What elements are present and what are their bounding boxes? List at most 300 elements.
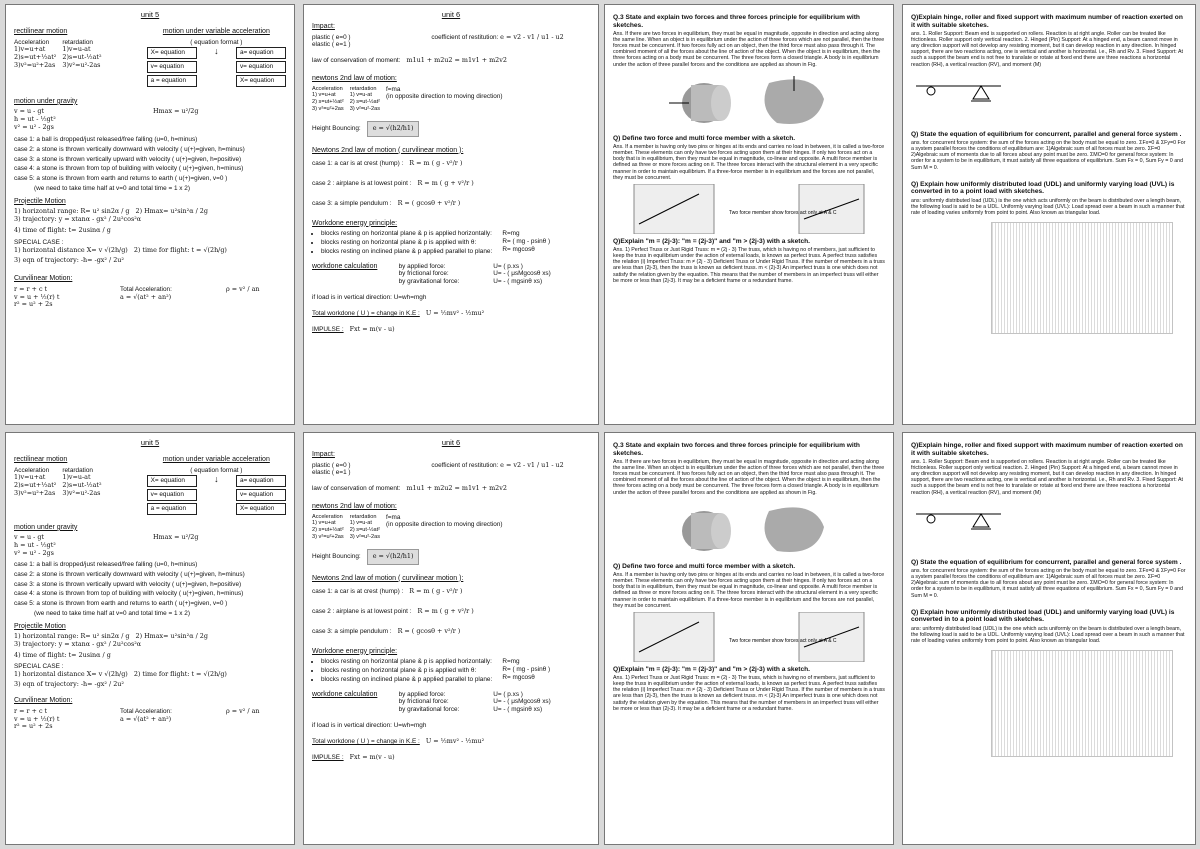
list-item: by gravitational force: bbox=[398, 706, 460, 714]
note: (in opposite direction to moving direction) bbox=[386, 521, 503, 529]
equation: v² = u² - 2gs bbox=[14, 123, 54, 132]
fma-block bbox=[386, 86, 503, 113]
impact-type: plastic ( e=0 ) bbox=[312, 33, 351, 41]
curvilinear-row bbox=[14, 286, 286, 309]
equation: 2)s=ut-½at² bbox=[62, 53, 102, 62]
equation: a = √(at² + an²) bbox=[120, 714, 172, 723]
restitution bbox=[431, 462, 590, 478]
restitution bbox=[431, 34, 590, 50]
col-heading: retardation bbox=[62, 38, 93, 46]
newton-ret-col bbox=[350, 86, 380, 113]
equation: r² = u² + 2s bbox=[14, 300, 53, 309]
question: Q.3 State and explain two forces and three forces principle for equilibrium with sketches. bbox=[613, 14, 860, 29]
conservation-label: law of conservation of moment: bbox=[312, 57, 401, 65]
gravity-cases bbox=[14, 561, 286, 618]
bounce-row bbox=[312, 121, 590, 137]
question: Q) Define two force and multi force member with a sketch. bbox=[613, 562, 796, 570]
section-heading: motion under gravity bbox=[14, 97, 78, 105]
load-note: if load is in vertical direction: U=wh=mgh bbox=[312, 294, 427, 302]
equation: R = m ( g - v²/r ) bbox=[409, 159, 463, 168]
hmax-equation: Hmax = u²/2g bbox=[153, 533, 199, 542]
question: Q.3 State and explain two forces and three forces principle for equilibrium with sketches. bbox=[613, 442, 860, 457]
impact-types bbox=[312, 34, 425, 50]
equation: 1)v=u-at bbox=[62, 45, 91, 54]
case-line: (we need to take time half at v=0 and total time = 1 x 2) bbox=[34, 609, 190, 617]
conservation-label: law of conservation of moment: bbox=[312, 485, 401, 493]
case-row bbox=[312, 628, 590, 636]
case-label: case 3: a simple pendulum : bbox=[312, 627, 392, 635]
equation: R= mgcosθ bbox=[502, 673, 535, 681]
load-note: if load is in vertical direction: U=wh=mgh bbox=[312, 722, 427, 730]
retardation-col bbox=[62, 39, 101, 70]
equation-box: a= equation bbox=[236, 475, 286, 487]
case-line: case 3: a stone is thrown vertically upward with velocity ( u(+)=given, h=positive) bbox=[14, 580, 242, 588]
figure-caption: Two force member show forces act only at A & C bbox=[729, 637, 837, 644]
curv-eqs bbox=[14, 286, 114, 309]
equation: v = u + ½(r) t bbox=[14, 714, 60, 723]
equation: h = ut - ½gt² bbox=[14, 541, 56, 550]
var-left-col bbox=[147, 474, 197, 515]
equation: e = √(h2/h1) bbox=[367, 549, 420, 565]
equation: m1u1 + m2u2 = m1v1 + m2v2 bbox=[406, 484, 507, 493]
newton-acc-col bbox=[312, 86, 344, 113]
case-line: (we need to take time half at v=0 and total time = 1 x 2) bbox=[34, 184, 190, 192]
equation: 3) trajectory: y = xtanα - gx² / 2u²cos²α bbox=[14, 215, 142, 224]
total-label: Total workdone ( U ) = change in K.E : bbox=[312, 309, 420, 317]
section-heading: Projectile Motion bbox=[14, 622, 66, 630]
equation: 1) horizontal range: R= u² sin2α / g bbox=[14, 632, 130, 641]
section-heading: Newtons 2nd law of motion ( curvilinear motion ): bbox=[312, 146, 464, 154]
equation: U= - ( μsMgcosθ xs) bbox=[493, 270, 551, 278]
case-row bbox=[312, 608, 590, 616]
total-acc-label: Total Acceleration: bbox=[120, 707, 172, 715]
var-left-col bbox=[147, 46, 197, 87]
equation: r² = u² + 2s bbox=[14, 722, 53, 731]
acceleration-col bbox=[14, 39, 56, 70]
impact-types bbox=[312, 462, 425, 478]
answer: ans. for concurrent force system: the sum of the forces acting on the body must be equal to zero. ΣFx=0 & ΣFy=0 For a system parallel forces the conditions of equilibrium are: 1)Algebraic sum of all forces must be zero. ΣF=0 2)Algebraic sum of moments due to all forces about any point must be zero. ΣMO=0 for general force system: In order for a system to be in equilibrium, it must satisfy all three equations of equilibrium. Sum Fx = 0, Sum Fy = 0 and Sum M = 0. bbox=[911, 140, 1186, 171]
list-item: • blocks resting on horizontal plane & p is applied horizontally: bbox=[321, 658, 496, 666]
total-acc bbox=[120, 708, 220, 731]
equation-box: v= equation bbox=[236, 61, 286, 73]
equation: U = ½mv² - ½mu² bbox=[425, 736, 485, 745]
section-heading: Curvilinear Motion: bbox=[14, 275, 73, 283]
equation: R=mg bbox=[502, 658, 520, 666]
special-case-heading: SPECIAL CASE : bbox=[14, 662, 64, 670]
impulse-row bbox=[312, 754, 590, 762]
case-line: case 5: a stone is thrown from earth and returns to earth ( u(+)=given, v=0 ) bbox=[14, 175, 228, 183]
equation: h = ut - ½gt² bbox=[14, 115, 56, 124]
col-heading: retardation bbox=[349, 513, 377, 520]
impact-type: elastic ( e=1 ) bbox=[312, 469, 351, 477]
case-label: case 1: a car is at crest (hump) : bbox=[312, 160, 404, 168]
bounce-label: Height Bouncing: bbox=[312, 124, 361, 132]
hmax-equation: Hmax = u²/2g bbox=[153, 107, 199, 116]
gravity-eqs bbox=[14, 534, 147, 557]
equation: f=ma bbox=[386, 513, 401, 521]
supports-page-top bbox=[902, 4, 1196, 425]
equation-box: v= equation bbox=[147, 489, 197, 501]
unit6-page-top bbox=[303, 4, 599, 425]
col-heading: Acceleration bbox=[312, 513, 343, 520]
equation: 2)s=ut+½at² bbox=[14, 53, 57, 62]
equation: 1) v=u-at bbox=[349, 520, 372, 527]
case-line: case 1: a ball is dropped/just released/free falling (u=0, h=minus) bbox=[14, 560, 198, 568]
equation: r = r + c t bbox=[14, 284, 48, 293]
equation: r = r + c t bbox=[14, 706, 48, 715]
equation: e = v2 - v1 / u1 - u2 bbox=[500, 460, 564, 469]
var-right-col bbox=[236, 474, 286, 515]
rectilinear-block bbox=[14, 23, 141, 88]
equation: 1) horizontal distance X= v √(2h/g) bbox=[14, 245, 128, 254]
page-title: unit 5 bbox=[140, 438, 160, 447]
equation: U= - ( mgsinθ xs) bbox=[493, 278, 543, 286]
var-boxes bbox=[147, 474, 286, 515]
equation: 1)v=u+at bbox=[14, 45, 46, 54]
newton-acc-col bbox=[312, 514, 344, 541]
udl-uvl-sketch bbox=[991, 650, 1173, 757]
supports-sketch bbox=[911, 71, 1031, 111]
list-item: • blocks resting on inclined plane & p applied parallel to plane: bbox=[321, 248, 496, 256]
question: Q) Explain how uniformly distributed load (UDL) and uniformly varying load (UVL) is converted in to a point load with sketches. bbox=[911, 180, 1175, 196]
case-line: case 4: a stone is thrown from top of building with velocity ( u(+)=given, h=minus) bbox=[14, 590, 244, 598]
col-heading: Acceleration bbox=[14, 466, 50, 474]
equation: 1) horizontal distance X= v √(2h/g) bbox=[14, 669, 128, 678]
special-row bbox=[14, 247, 286, 255]
we-results bbox=[502, 658, 590, 684]
wc-results bbox=[493, 263, 590, 286]
supports-page-bottom bbox=[902, 432, 1196, 845]
equation: 2)s=ut-½at² bbox=[62, 481, 102, 490]
answer: Ans. If a member is having only two pins or hinges at its ends and carries no load in between, it is called a two-force member. These elements can only have two forces acting upon them at their hinges. If only two forces act on a body that is in equilibrium, then they must be equal in magnitude, co-linear and opposite. A multi force member is defined as three or more forces acting on it. The three forces interact with the structural element in a very specific manner in order to maintain equilibrium. If a three-force member is in equilibrium and the forces are not parallel, they must be concurrent. bbox=[613, 144, 885, 181]
down-arrow-icon: ↓ bbox=[214, 46, 219, 57]
section-heading: motion under gravity bbox=[14, 523, 78, 531]
equation: 3) v²=u²-2as bbox=[349, 106, 381, 113]
var-boxes bbox=[147, 46, 286, 87]
special-case-heading: SPECIAL CASE : bbox=[14, 238, 64, 246]
equation: v² = u² - 2gs bbox=[14, 549, 54, 558]
question: Q) Define two force and multi force member with a sketch. bbox=[613, 134, 796, 142]
equation: U= ( p.xs ) bbox=[493, 690, 523, 698]
two-force-member-sketch bbox=[629, 612, 869, 662]
total-row bbox=[312, 738, 590, 746]
impulse-label: IMPULSE : bbox=[312, 325, 344, 333]
section-heading: Impact: bbox=[312, 23, 335, 31]
unit5-page-top bbox=[5, 4, 295, 425]
equation: 3)v²=u²+2as bbox=[14, 61, 56, 70]
col-heading: retardation bbox=[349, 85, 377, 92]
equation: U= - ( μsMgcosθ xs) bbox=[493, 698, 551, 706]
col-heading: Acceleration bbox=[312, 85, 343, 92]
answer: ans: uniformly distributed load (UDL) is the one which acts uniformly on the beam is distributed over a length beam, the following load is said to be a UDL. Uniformly varying load (UVL): Load spread over a beam in such a manner that rate of loading varies uniformly from point to point. Also known as triangular load. bbox=[911, 625, 1185, 644]
we-results bbox=[502, 230, 590, 256]
wc-items bbox=[399, 691, 488, 714]
case-line: case 2: a stone is thrown vertically downward with velocity ( u(+)=given, h=minus) bbox=[14, 570, 245, 578]
equation: 1)v=u+at bbox=[14, 473, 46, 482]
equation: 3)v²=u²+2as bbox=[14, 489, 56, 498]
equation-box: X= equation bbox=[147, 475, 197, 487]
figure-caption: Two force member show forces act only at A & C bbox=[729, 209, 837, 216]
equation: 1) v=u+at bbox=[312, 92, 336, 99]
curvilinear-row bbox=[14, 708, 286, 731]
equation: 2) Hmax= u²sin²α / 2g bbox=[135, 207, 208, 216]
equation: 2) s=ut-½at² bbox=[349, 527, 381, 534]
equation: 4) time of flight: t= 2usinα / g bbox=[14, 225, 111, 234]
equation: a = √(at² + an²) bbox=[120, 292, 172, 301]
acc-ret-row bbox=[14, 39, 141, 70]
we-list bbox=[312, 658, 496, 684]
question: Q) State the equation of equilibrium for concurrent, parallel and general force system . bbox=[911, 558, 1182, 566]
subheading: ( equation format ) bbox=[190, 466, 243, 474]
bounce-row bbox=[312, 549, 590, 565]
equation: ρ = v² / an bbox=[226, 284, 260, 293]
page-title: unit 5 bbox=[140, 10, 160, 19]
wc-results bbox=[493, 691, 590, 714]
list-item: by applied force: bbox=[398, 690, 446, 698]
section-heading: Impact: bbox=[312, 451, 335, 459]
case-label: case 2 : airplane is at lowest point : bbox=[312, 608, 412, 616]
retardation-col bbox=[62, 467, 101, 498]
down-arrow-icon: ↓ bbox=[214, 474, 219, 485]
equation: v = u + ½(r) t bbox=[14, 292, 60, 301]
section-heading: motion under variable acceleration bbox=[162, 28, 270, 36]
case-row bbox=[312, 200, 590, 208]
restitution-label: coefficient of restitution: bbox=[431, 461, 499, 469]
equation: R= ( mg - psinθ ) bbox=[502, 238, 551, 246]
answer: Ans. 1) Perfect Truss or Just Rigid Truss: m = (2j - 3) The truss, which is having no of members, just sufficient to keep the truss in equilibrium under the action of external loads, is known as perfect truss. A perfect truss satisfies the relation (i) Imperfect Truss: m ≠ (2j - 3) Deficient Truss or Under Rigid Truss. If the number of members in a truss are less than (2j-3), then the truss is known as deficient truss. m < (2j-3) An imperfect truss is one which does not satisfy the relation given by the equation. This means that the number of members in an imperfect truss will either be more or less than (2j-3). It may be a deficient frame or a redundant frame. bbox=[613, 247, 885, 284]
section-heading: Curvilinear Motion: bbox=[14, 697, 73, 705]
we-row bbox=[312, 658, 590, 684]
we-row bbox=[312, 230, 590, 256]
page-title: unit 6 bbox=[441, 10, 461, 19]
equation: v = u - gt bbox=[14, 107, 45, 116]
case-row bbox=[312, 160, 590, 168]
gravity-eqs bbox=[14, 108, 147, 131]
equation: R = m ( g + v²/r ) bbox=[417, 607, 474, 616]
equation: 1)v=u-at bbox=[62, 473, 91, 482]
list-item: by frictional force: bbox=[398, 698, 449, 706]
equation: 3) v²=u²+2as bbox=[312, 106, 344, 113]
unit5-page-bottom bbox=[5, 432, 295, 845]
acceleration-col bbox=[14, 467, 56, 498]
variable-acc-block bbox=[147, 451, 286, 516]
section-heading: Workdone energy principle: bbox=[312, 647, 398, 655]
equation-box: a= equation bbox=[236, 47, 286, 59]
unit6-page-bottom bbox=[303, 432, 599, 845]
impact-row bbox=[312, 462, 590, 478]
equation: R = m ( g + v²/r ) bbox=[417, 179, 474, 188]
list-item: by frictional force: bbox=[398, 270, 449, 278]
impact-type: plastic ( e=0 ) bbox=[312, 461, 351, 469]
answer: ans. 1. Roller Support: Beam end is supported on rollers. Reaction is at right angle. Roller can be treated like frictionless. Roller support only vertical reaction. 2. Hinged (Pin) Support: At a hinged end, a beam cannot move in any direction support will not develop any resisting moment, but it can develop reaction in any direction. In hinged support, there are two reactions acting, one is vertical and another is horizontal. i.e., Rh and Rv. 3. Fixed Support: At such a support the beam end is not free to translate or rotate at fixed end there are three reactions a horizontal reaction (RH), a vertical reaction (RV), and moment (M) bbox=[911, 31, 1183, 68]
equation: 3)v²=u²-2as bbox=[62, 61, 101, 70]
variable-acc-block bbox=[147, 23, 286, 88]
total-row bbox=[312, 310, 590, 318]
equilibrium-sketch bbox=[649, 71, 849, 131]
equation: 1) v=u+at bbox=[312, 520, 336, 527]
case-row bbox=[312, 588, 590, 596]
equation: m1u1 + m2u2 = m1v1 + m2v2 bbox=[406, 56, 507, 65]
gravity-row bbox=[14, 534, 286, 557]
equation: Fxt = m(v - u) bbox=[349, 752, 395, 761]
wc-row bbox=[312, 691, 590, 714]
we-list bbox=[312, 230, 496, 256]
equation: v = u - gt bbox=[14, 533, 45, 542]
case-label: case 2 : airplane is at lowest point : bbox=[312, 180, 412, 188]
list-item: • blocks resting on horizontal plane & p is applied with θ: bbox=[321, 239, 496, 247]
equation: R= ( mg - psinθ ) bbox=[502, 666, 551, 674]
case-line: case 4: a stone is thrown from top of building with velocity ( u(+)=given, h=minus) bbox=[14, 165, 244, 173]
wc-row bbox=[312, 263, 590, 286]
impulse-label: IMPULSE : bbox=[312, 753, 344, 761]
equilibrium-page-bottom bbox=[604, 432, 894, 845]
equation: 2) s=ut-½at² bbox=[349, 99, 381, 106]
gravity-row bbox=[14, 108, 286, 131]
special-row bbox=[14, 671, 286, 679]
var-right-col bbox=[236, 46, 286, 87]
acc-ret-row bbox=[14, 467, 141, 498]
equation: R = ( gcosθ + v²/r ) bbox=[397, 626, 461, 635]
newton-row bbox=[312, 514, 590, 541]
wc-items bbox=[399, 263, 488, 286]
answer: ans. for concurrent force system: the sum of the forces acting on the body must be equal to zero. ΣFx=0 & ΣFy=0 For a system parallel forces the conditions of equilibrium are: 1)Algebraic sum of all forces must be zero. ΣF=0 2)Algebraic sum of moments due to all forces about any point must be zero. ΣMO=0 for general force system: In order for a system to be in equilibrium, it must satisfy all three equations of equilibrium. Sum Fx = 0, Sum Fy = 0 and Sum M = 0. bbox=[911, 568, 1186, 599]
equation: R = ( gcosθ + v²/r ) bbox=[397, 198, 461, 207]
case-line: case 5: a stone is thrown from earth and returns to earth ( u(+)=given, v=0 ) bbox=[14, 600, 228, 608]
section-heading: Workdone energy principle: bbox=[312, 219, 398, 227]
section-heading: motion under variable acceleration bbox=[162, 456, 270, 464]
equation: R= mgcosθ bbox=[502, 245, 535, 253]
equation: 3) eqn of trajectory: -h= -gx² / 2u² bbox=[14, 256, 124, 265]
equation: e = √(h2/h1) bbox=[367, 121, 420, 137]
total-label: Total workdone ( U ) = change in K.E : bbox=[312, 737, 420, 745]
equation: U = ½mv² - ½mu² bbox=[425, 308, 485, 317]
answer: Ans. If there are two forces in equilibrium, they must be equal in magnitude, opposite in direction and acting along the same line. When an object is in equilibrium under the action of three forces which are not parallel, then the three forces must be concurrent. If two forces fully act on an object, then the third force must also pass through it. The combined moment of all the forces about the line of action of the object. When the object is in equilibrium, then the three forces acting on a body must be concurrent. The three forces form a closed triangle. A body is in equilibrium under the action of three parallel forces and the conditions are applied as shown in Fig. bbox=[613, 459, 885, 496]
question: Q)Explain "m = (2j-3): "m = (2j-3)" and "m > (2j-3) with a sketch. bbox=[613, 237, 810, 245]
supports-sketch bbox=[911, 499, 1031, 539]
page-title: unit 6 bbox=[441, 438, 461, 447]
fma-block bbox=[386, 514, 503, 541]
total-acc-label: Total Acceleration: bbox=[120, 285, 172, 293]
equation: 2) Hmax= u²sin²α / 2g bbox=[135, 632, 208, 641]
restitution-label: coefficient of restitution: bbox=[431, 33, 499, 41]
answer: Ans. If there are two forces in equilibrium, they must be equal in magnitude, opposite in direction and acting along the same line. When an object is in equilibrium under the action of three forces which are not parallel, then the three forces must be concurrent. If two forces fully act on an object, then the third force must also pass through it. The combined moment of all the forces about the line of action of the object. When the object is in equilibrium, then the three forces acting on a body must be concurrent. The three forces form a closed triangle. A body is in equilibrium under the action of three parallel forces and the conditions are applied as shown in Fig. bbox=[613, 31, 885, 68]
total-acc bbox=[120, 286, 220, 309]
equation: 3) eqn of trajectory: -h= -gx² / 2u² bbox=[14, 680, 124, 689]
equation: 2) s=ut+½at² bbox=[312, 99, 344, 106]
section-heading: newtons 2nd law of motion: bbox=[312, 503, 397, 511]
question: Q)Explain hinge, roller and fixed support with maximum number of reaction exerted on it with suitable sketches. bbox=[911, 442, 1183, 457]
curv-eqs bbox=[14, 708, 114, 731]
motion-section bbox=[14, 23, 286, 88]
section-heading: newtons 2nd law of motion: bbox=[312, 75, 397, 83]
equation-box: X= equation bbox=[236, 75, 286, 87]
conservation-row bbox=[312, 485, 590, 493]
case-label: case 1: a car is at crest (hump) : bbox=[312, 588, 404, 596]
gravity-cases bbox=[14, 136, 286, 193]
case-line: case 3: a stone is thrown vertically upward with velocity ( u(+)=given, h=positive) bbox=[14, 155, 242, 163]
impulse-row bbox=[312, 326, 590, 334]
list-item: by gravitational force: bbox=[398, 278, 460, 286]
subheading: ( equation format ) bbox=[190, 38, 243, 46]
equilibrium-page-top bbox=[604, 4, 894, 425]
equation-box: a = equation bbox=[147, 503, 197, 515]
equation-box: a = equation bbox=[147, 75, 197, 87]
equation: 2) time for flight: t = √(2h/g) bbox=[133, 245, 227, 254]
equation-box: v= equation bbox=[147, 61, 197, 73]
equation: 3) v²=u²+2as bbox=[312, 534, 344, 541]
section-heading: workdone calculation bbox=[312, 262, 378, 270]
newton-row bbox=[312, 86, 590, 113]
equation: f=ma bbox=[386, 85, 401, 93]
answer: ans. 1. Roller Support: Beam end is supported on rollers. Reaction is at right angle. Roller can be treated like frictionless. Roller support only vertical reaction. 2. Hinged (Pin) Support: At a hinged end, a beam cannot move in any direction support will not develop any resisting moment, but it can develop reaction in any direction. In hinged support, there are two reactions acting, one is vertical and another is horizontal. i.e., Rh and Rv. 3. Fixed Support: At such a support the beam end is not free to translate or rotate at fixed end there are three reactions a horizontal reaction (RH), a vertical reaction (RV), and moment (M) bbox=[911, 459, 1183, 496]
equation: 1) v=u-at bbox=[349, 92, 372, 99]
section-heading: rectilinear motion bbox=[14, 456, 68, 464]
equation: 2) s=ut+½at² bbox=[312, 527, 344, 534]
question: Q) State the equation of equilibrium for concurrent, parallel and general force system . bbox=[911, 130, 1182, 138]
question: Q) Explain how uniformly distributed load (UDL) and uniformly varying load (UVL) is converted in to a point load with sketches. bbox=[911, 608, 1175, 624]
col-heading: Acceleration bbox=[14, 38, 50, 46]
list-item: • blocks resting on horizontal plane & p is applied with θ: bbox=[321, 667, 496, 675]
answer: ans: uniformly distributed load (UDL) is the one which acts uniformly on the beam is distributed over a length beam, the following load is said to be a UDL. Uniformly varying load (UVL): Load spread over a beam in such a manner that rate of loading varies uniformly from point to point. Also known as triangular load. bbox=[911, 197, 1185, 216]
equation-box: v= equation bbox=[236, 489, 286, 501]
section-heading: rectilinear motion bbox=[14, 28, 68, 36]
equation: ρ = v² / an bbox=[226, 706, 260, 715]
answer: Ans. 1) Perfect Truss or Just Rigid Truss: m = (2j - 3) The truss, which is having no of members, just sufficient to keep the truss in equilibrium under the action of external loads, is known as perfect truss. A perfect truss satisfies the relation (i) Imperfect Truss: m ≠ (2j - 3) Deficient Truss or Under Rigid Truss. If the number of members in a truss are less than (2j-3), then the truss is known as deficient truss. m < (2j-3) An imperfect truss is one which does not satisfy the relation given by the equation. This means that the number of members in an imperfect truss will either be more or less than (2j-3). It may be a deficient frame or a redundant frame. bbox=[613, 675, 885, 712]
udl-uvl-sketch bbox=[991, 222, 1173, 334]
two-force-member-sketch bbox=[629, 184, 869, 234]
newton-ret-col bbox=[350, 514, 380, 541]
rectilinear-block bbox=[14, 451, 141, 516]
equation: 2) time for flight: t = √(2h/g) bbox=[133, 669, 227, 678]
equation: Fxt = m(v - u) bbox=[349, 324, 395, 333]
section-heading: Projectile Motion bbox=[14, 197, 66, 205]
answer: Ans. If a member is having only two pins or hinges at its ends and carries no load in between, it is called a two-force member. These elements can only have two forces acting upon them at their hinges. If only two forces act on a body that is in equilibrium, then they must be equal in magnitude, co-linear and opposite. A multi force member is defined as three or more forces acting on it. The three forces interact with the structural element in a very specific manner in order to maintain equilibrium. If a three-force member is in equilibrium and the forces are not parallel, they must be concurrent. bbox=[613, 572, 885, 609]
equation: 2)s=ut+½at² bbox=[14, 481, 57, 490]
case-row bbox=[312, 180, 590, 188]
impact-row bbox=[312, 34, 590, 50]
note: (in opposite direction to moving direction) bbox=[386, 93, 503, 101]
motion-section bbox=[14, 451, 286, 516]
col-heading: retardation bbox=[62, 466, 93, 474]
case-line: case 1: a ball is dropped/just released/free falling (u=0, h=minus) bbox=[14, 135, 198, 143]
equation: 3)v²=u²-2as bbox=[62, 489, 101, 498]
equation: 1) horizontal range: R= u² sin2α / g bbox=[14, 207, 130, 216]
equation: R = m ( g - v²/r ) bbox=[409, 587, 463, 596]
list-item: by applied force: bbox=[398, 262, 446, 270]
case-line: case 2: a stone is thrown vertically downward with velocity ( u(+)=given, h=minus) bbox=[14, 145, 245, 153]
equation: 3) trajectory: y = xtanα - gx² / 2u²cos²α bbox=[14, 640, 142, 649]
equation: e = v2 - v1 / u1 - u2 bbox=[500, 32, 564, 41]
section-heading: Newtons 2nd law of motion ( curvilinear motion ): bbox=[312, 574, 464, 582]
question: Q)Explain "m = (2j-3): "m = (2j-3)" and "m > (2j-3) with a sketch. bbox=[613, 665, 810, 673]
equation-box: X= equation bbox=[147, 47, 197, 59]
list-item: • blocks resting on horizontal plane & p is applied horizontally: bbox=[321, 230, 496, 238]
equation-box: X= equation bbox=[236, 503, 286, 515]
impact-type: elastic ( e=1 ) bbox=[312, 41, 351, 49]
conservation-row bbox=[312, 57, 590, 65]
case-label: case 3: a simple pendulum : bbox=[312, 199, 392, 207]
equation: 4) time of flight: t= 2usinα / g bbox=[14, 650, 111, 659]
equation: U= - ( mgsinθ xs) bbox=[493, 706, 543, 714]
equation: R=mg bbox=[502, 230, 520, 238]
equation: U= ( p.xs ) bbox=[493, 262, 523, 270]
bounce-label: Height Bouncing: bbox=[312, 552, 361, 560]
equation: 3) v²=u²-2as bbox=[349, 534, 381, 541]
list-item: • blocks resting on inclined plane & p applied parallel to plane: bbox=[321, 676, 496, 684]
section-heading: workdone calculation bbox=[312, 690, 378, 698]
equilibrium-sketch bbox=[649, 499, 849, 559]
question: Q)Explain hinge, roller and fixed support with maximum number of reaction exerted on it with suitable sketches. bbox=[911, 14, 1183, 29]
